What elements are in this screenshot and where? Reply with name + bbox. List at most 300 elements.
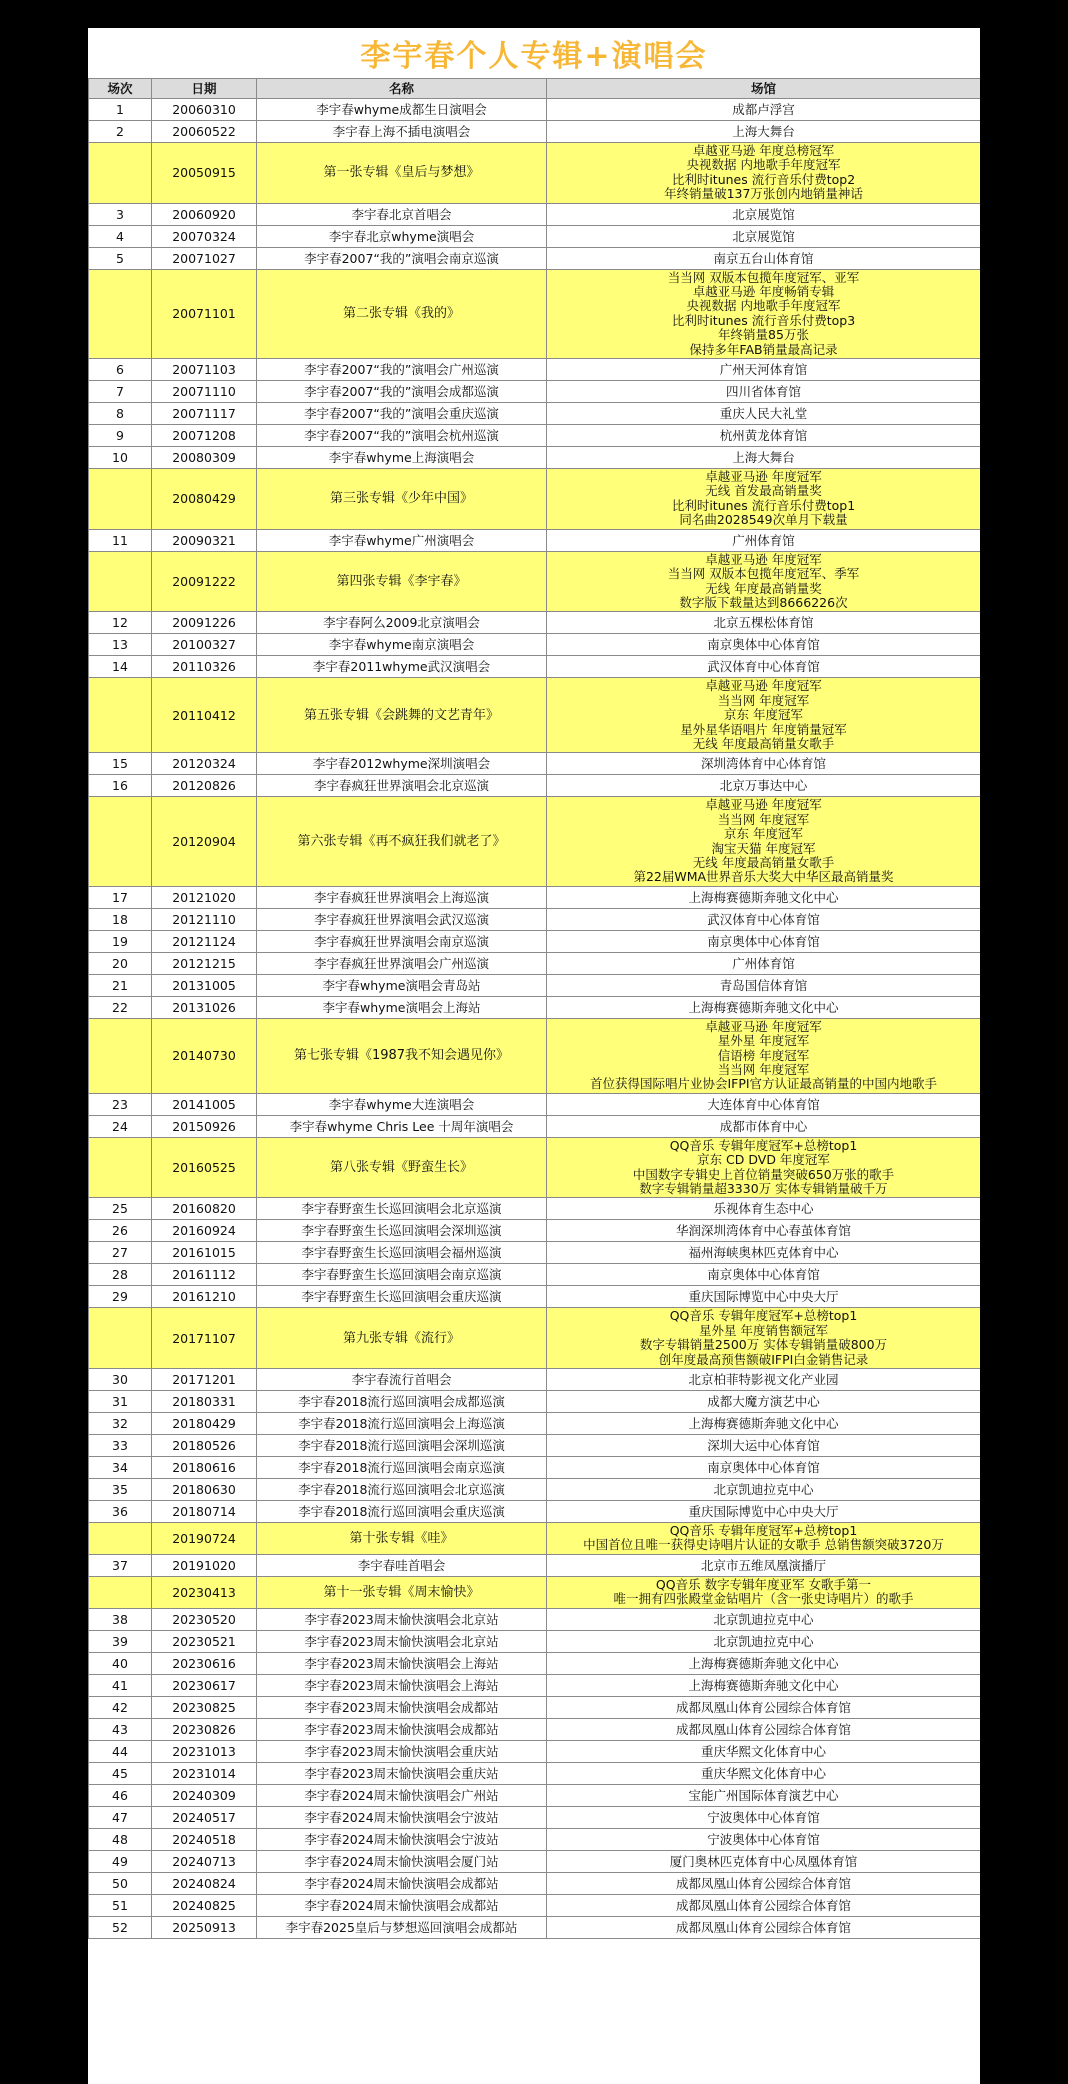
cell-name: 第三张专辑《少年中国》 <box>257 469 547 530</box>
cell-name: 李宇春whyme上海演唱会 <box>257 447 547 469</box>
cell-num: 3 <box>89 203 152 225</box>
cell-num <box>89 797 152 886</box>
achievement-line: 数字版下载量达到8666226次 <box>679 594 848 610</box>
table-row <box>89 1696 981 1718</box>
achievement-line: 中国数字专辑史上首位销量突破650万张的歌手 <box>632 1166 895 1182</box>
cell-name: 李宇春疯狂世界演唱会北京巡演 <box>257 775 547 797</box>
cell-venue: 宁波奥体中心体育馆 <box>547 1828 981 1850</box>
cell-venue: 南京奥体中心体育馆 <box>547 930 981 952</box>
cell-date: 20230521 <box>152 1630 257 1652</box>
cell-venue: 华润深圳湾体育中心春茧体育馆 <box>547 1220 981 1242</box>
cell-name: 李宇春阿么2009北京演唱会 <box>257 612 547 634</box>
cell-date: 20180429 <box>152 1413 257 1435</box>
achievement-line: 同名曲2028549次单月下载量 <box>679 512 848 528</box>
cell-venue: 重庆国际博览中心中央大厅 <box>547 1286 981 1308</box>
cell-num: 46 <box>89 1784 152 1806</box>
cell-num <box>89 1308 152 1369</box>
table-row <box>89 775 981 797</box>
cell-num: 11 <box>89 529 152 551</box>
achievement-line: 数字专辑销量超3330万 实体专辑销量破千万 <box>639 1181 888 1197</box>
cell-date: 20160820 <box>152 1198 257 1220</box>
cell-date: 20091222 <box>152 551 257 612</box>
cell-num <box>89 269 152 358</box>
achievement-line: 无线 年度最高销量奖 <box>705 580 822 596</box>
table-row <box>89 1806 981 1828</box>
cell-name: 李宇春2024周末愉快演唱会成都站 <box>257 1872 547 1894</box>
achievement-line: 无线 年度最高销量女歌手 <box>692 854 835 870</box>
achievement-line: QQ音乐 专辑年度冠军+总榜top1 <box>669 1523 858 1539</box>
cell-num: 49 <box>89 1850 152 1872</box>
cell-num: 25 <box>89 1198 152 1220</box>
cell-num: 35 <box>89 1479 152 1501</box>
cell-num: 2 <box>89 121 152 143</box>
cell-venue <box>547 1018 981 1093</box>
cell-venue: 南京奥体中心体育馆 <box>547 1264 981 1286</box>
cell-venue: 北京市五维凤凰演播厅 <box>547 1554 981 1576</box>
page-title: 李宇春个人专辑+演唱会 <box>360 39 708 74</box>
table-row <box>89 1198 981 1220</box>
cell-name: 第十一张专辑《周末愉快》 <box>257 1576 547 1608</box>
cell-venue: 北京柏菲特影视文化产业园 <box>547 1369 981 1391</box>
cell-venue: 成都大魔方演艺中心 <box>547 1391 981 1413</box>
cell-venue: 上海大舞台 <box>547 447 981 469</box>
cell-date: 20140730 <box>152 1018 257 1093</box>
cell-venue: 北京万事达中心 <box>547 775 981 797</box>
cell-date: 20090321 <box>152 529 257 551</box>
cell-date: 20120904 <box>152 797 257 886</box>
cell-name: 李宇春疯狂世界演唱会南京巡演 <box>257 930 547 952</box>
cell-date: 20071208 <box>152 425 257 447</box>
cell-date: 20080309 <box>152 447 257 469</box>
cell-num: 14 <box>89 656 152 678</box>
cell-venue: 重庆华熙文化体育中心 <box>547 1762 981 1784</box>
cell-venue: 成都凤凰山体育公园综合体育馆 <box>547 1696 981 1718</box>
cell-name: 李宇春野蛮生长巡回演唱会深圳巡演 <box>257 1220 547 1242</box>
album-row <box>89 1576 981 1608</box>
table-row <box>89 1718 981 1740</box>
cell-name: 第四张专辑《李宇春》 <box>257 551 547 612</box>
cell-num: 4 <box>89 225 152 247</box>
cell-name: 李宇春2018流行巡回演唱会成都巡演 <box>257 1391 547 1413</box>
achievement-line: 星外星 年度冠军 <box>717 1033 810 1049</box>
cell-num: 13 <box>89 634 152 656</box>
cell-venue: 成都卢浮宫 <box>547 99 981 121</box>
cell-date: 20180630 <box>152 1479 257 1501</box>
cell-venue: 杭州黄龙体育馆 <box>547 425 981 447</box>
achievement-line: QQ音乐 专辑年度冠军+总榜top1 <box>669 1308 858 1324</box>
cell-venue <box>547 1137 981 1198</box>
cell-venue: 北京凯迪拉克中心 <box>547 1479 981 1501</box>
cell-date: 20091226 <box>152 612 257 634</box>
achievement-line: 年终销量破137万张创内地销量神话 <box>664 186 863 202</box>
cell-num: 20 <box>89 952 152 974</box>
cell-name: 李宇春2023周末愉快演唱会北京站 <box>257 1608 547 1630</box>
cell-name: 李宇春2018流行巡回演唱会重庆巡演 <box>257 1501 547 1523</box>
achievement-line: 当当网 双版本包揽年度冠军、亚军 <box>667 269 860 285</box>
cell-num: 5 <box>89 247 152 269</box>
cell-date: 20160924 <box>152 1220 257 1242</box>
achievement-line: 比利时itunes 流行音乐付费top1 <box>671 497 856 513</box>
cell-date: 20121124 <box>152 930 257 952</box>
achievement-line: 无线 首发最高销量奖 <box>705 483 822 499</box>
cell-venue: 武汉体育中心体育馆 <box>547 908 981 930</box>
cell-name: 李宇春2007“我的”演唱会南京巡演 <box>257 247 547 269</box>
table-row <box>89 753 981 775</box>
album-row <box>89 269 981 358</box>
cell-date: 20230520 <box>152 1608 257 1630</box>
cell-date: 20071110 <box>152 381 257 403</box>
cell-num: 50 <box>89 1872 152 1894</box>
cell-name: 李宇春上海不插电演唱会 <box>257 121 547 143</box>
cell-venue: 上海梅赛德斯奔驰文化中心 <box>547 1674 981 1696</box>
cell-venue: 南京五台山体育馆 <box>547 247 981 269</box>
cell-num <box>89 1137 152 1198</box>
album-row <box>89 678 981 753</box>
cell-name: 李宇春2023周末愉快演唱会重庆站 <box>257 1740 547 1762</box>
cell-venue <box>547 269 981 358</box>
cell-num: 37 <box>89 1554 152 1576</box>
table-row <box>89 359 981 381</box>
cell-date: 20190724 <box>152 1523 257 1555</box>
cell-date: 20230616 <box>152 1652 257 1674</box>
header-num: 场次 <box>89 79 152 99</box>
table-row <box>89 1220 981 1242</box>
cell-num: 18 <box>89 908 152 930</box>
table-row <box>89 1435 981 1457</box>
header-date: 日期 <box>152 79 257 99</box>
table-row <box>89 1242 981 1264</box>
cell-venue: 深圳湾体育中心体育馆 <box>547 753 981 775</box>
cell-name: 李宇春2023周末愉快演唱会成都站 <box>257 1696 547 1718</box>
album-row <box>89 1018 981 1093</box>
cell-name: 李宇春北京whyme演唱会 <box>257 225 547 247</box>
cell-num <box>89 1523 152 1555</box>
cell-venue: 北京五棵松体育馆 <box>547 612 981 634</box>
cell-num: 39 <box>89 1630 152 1652</box>
table-row <box>89 886 981 908</box>
achievement-line: 无线 年度最高销量女歌手 <box>692 735 835 751</box>
cell-name: 第一张专辑《皇后与梦想》 <box>257 143 547 204</box>
cell-venue: 成都凤凰山体育公园综合体育馆 <box>547 1872 981 1894</box>
album-row <box>89 797 981 886</box>
cell-name: 李宇春whyme演唱会上海站 <box>257 996 547 1018</box>
achievement-line: 卓越亚马逊 年度冠军 <box>705 551 822 567</box>
cell-name: 李宇春2024周末愉快演唱会广州站 <box>257 1784 547 1806</box>
cell-num: 12 <box>89 612 152 634</box>
cell-name: 李宇春2012whyme深圳演唱会 <box>257 753 547 775</box>
cell-name: 李宇春野蛮生长巡回演唱会重庆巡演 <box>257 1286 547 1308</box>
achievement-line: 当当网 年度冠军 <box>717 692 810 708</box>
achievement-line: 数字专辑销量2500万 实体专辑销量破800万 <box>639 1337 888 1353</box>
cell-name: 李宇春疯狂世界演唱会武汉巡演 <box>257 908 547 930</box>
cell-name: 李宇春whyme南京演唱会 <box>257 634 547 656</box>
cell-num: 48 <box>89 1828 152 1850</box>
cell-venue: 北京凯迪拉克中心 <box>547 1630 981 1652</box>
album-row <box>89 1137 981 1198</box>
cell-name: 李宇春2011whyme武汉演唱会 <box>257 656 547 678</box>
cell-date: 20131026 <box>152 996 257 1018</box>
cell-venue <box>547 1576 981 1608</box>
cell-name: 李宇春whyme Chris Lee 十周年演唱会 <box>257 1115 547 1137</box>
table-row <box>89 1479 981 1501</box>
table-row <box>89 1608 981 1630</box>
achievement-line: 京东 年度冠军 <box>724 826 803 842</box>
cell-num: 47 <box>89 1806 152 1828</box>
cell-venue: 青岛国信体育馆 <box>547 974 981 996</box>
achievement-line: 年终销量85万张 <box>718 327 809 343</box>
cell-num <box>89 1018 152 1093</box>
cell-num: 15 <box>89 753 152 775</box>
achievement-line: 星外星华语唱片 年度销量冠军 <box>680 721 847 737</box>
concert-table <box>88 78 980 1939</box>
achievement-line: 比利时itunes 流行音乐付费top3 <box>671 312 856 328</box>
cell-name: 李宇春2023周末愉快演唱会上海站 <box>257 1674 547 1696</box>
achievement-line: 首位获得国际唱片业协会IFPI官方认证最高销量的中国内地歌手 <box>589 1076 938 1092</box>
cell-num: 21 <box>89 974 152 996</box>
cell-num: 41 <box>89 1674 152 1696</box>
cell-date: 20100327 <box>152 634 257 656</box>
cell-num: 7 <box>89 381 152 403</box>
cell-num: 40 <box>89 1652 152 1674</box>
cell-num: 52 <box>89 1916 152 1938</box>
table-row <box>89 447 981 469</box>
cell-date: 20071027 <box>152 247 257 269</box>
cell-date: 20120826 <box>152 775 257 797</box>
cell-date: 20060310 <box>152 99 257 121</box>
cell-date: 20161112 <box>152 1264 257 1286</box>
achievement-line: QQ音乐 专辑年度冠军+总榜top1 <box>669 1137 858 1153</box>
cell-date: 20070324 <box>152 225 257 247</box>
cell-venue: 成都凤凰山体育公园综合体育馆 <box>547 1894 981 1916</box>
cell-num: 26 <box>89 1220 152 1242</box>
cell-date: 20240713 <box>152 1850 257 1872</box>
cell-num: 42 <box>89 1696 152 1718</box>
table-row <box>89 1391 981 1413</box>
cell-num: 36 <box>89 1501 152 1523</box>
cell-venue: 深圳大运中心体育馆 <box>547 1435 981 1457</box>
album-row <box>89 143 981 204</box>
cell-venue: 成都凤凰山体育公园综合体育馆 <box>547 1916 981 1938</box>
table-row <box>89 996 981 1018</box>
table-row <box>89 1413 981 1435</box>
table-row <box>89 634 981 656</box>
cell-num: 1 <box>89 99 152 121</box>
cell-num: 31 <box>89 1391 152 1413</box>
album-row <box>89 1308 981 1369</box>
table-row <box>89 1894 981 1916</box>
cell-venue: 大连体育中心体育馆 <box>547 1093 981 1115</box>
table-row <box>89 529 981 551</box>
cell-venue: 武汉体育中心体育馆 <box>547 656 981 678</box>
cell-num: 44 <box>89 1740 152 1762</box>
cell-date: 20161015 <box>152 1242 257 1264</box>
achievement-line: 卓越亚马逊 年度冠军 <box>705 678 822 694</box>
cell-venue: 福州海峡奥林匹克体育中心 <box>547 1242 981 1264</box>
achievement-line: 卓越亚马逊 年度总榜冠军 <box>692 143 835 158</box>
cell-num: 17 <box>89 886 152 908</box>
header-row <box>89 79 981 99</box>
cell-date: 20110412 <box>152 678 257 753</box>
cell-venue: 广州体育馆 <box>547 952 981 974</box>
cell-date: 20240825 <box>152 1894 257 1916</box>
table-row <box>89 1872 981 1894</box>
cell-name: 李宇春2007“我的”演唱会成都巡演 <box>257 381 547 403</box>
cell-name: 第六张专辑《再不疯狂我们就老了》 <box>257 797 547 886</box>
achievement-line: 当当网 双版本包揽年度冠军、季军 <box>667 566 860 582</box>
achievement-line: 保持多年FAB销量最高记录 <box>689 341 838 357</box>
cell-date: 20180526 <box>152 1435 257 1457</box>
cell-date: 20121020 <box>152 886 257 908</box>
cell-venue: 北京展览馆 <box>547 203 981 225</box>
achievement-line: 央视数据 内地歌手年度冠军 <box>686 157 841 173</box>
cell-name: 第二张专辑《我的》 <box>257 269 547 358</box>
cell-date: 20240824 <box>152 1872 257 1894</box>
cell-venue: 宝能广州国际体育演艺中心 <box>547 1784 981 1806</box>
cell-date: 20071101 <box>152 269 257 358</box>
cell-num <box>89 469 152 530</box>
cell-venue: 四川省体育馆 <box>547 381 981 403</box>
table-row <box>89 1554 981 1576</box>
cell-name: 李宇春whyme成都生日演唱会 <box>257 99 547 121</box>
cell-venue <box>547 678 981 753</box>
cell-name: 李宇春2025皇后与梦想巡回演唱会成都站 <box>257 1916 547 1938</box>
cell-name: 李宇春哇首唱会 <box>257 1554 547 1576</box>
cell-name: 李宇春野蛮生长巡回演唱会南京巡演 <box>257 1264 547 1286</box>
table-row <box>89 930 981 952</box>
cell-date: 20180714 <box>152 1501 257 1523</box>
cell-venue: 厦门奥林匹克体育中心凤凰体育馆 <box>547 1850 981 1872</box>
cell-date: 20171107 <box>152 1308 257 1369</box>
table-row <box>89 1674 981 1696</box>
cell-name: 李宇春2018流行巡回演唱会深圳巡演 <box>257 1435 547 1457</box>
cell-name: 李宇春2024周末愉快演唱会厦门站 <box>257 1850 547 1872</box>
cell-name: 李宇春whyme演唱会青岛站 <box>257 974 547 996</box>
cell-num: 19 <box>89 930 152 952</box>
achievement-line: 京东 CD DVD 年度冠军 <box>697 1152 830 1168</box>
table-row <box>89 1093 981 1115</box>
table-row <box>89 425 981 447</box>
cell-venue: 北京凯迪拉克中心 <box>547 1608 981 1630</box>
cell-venue <box>547 469 981 530</box>
table-row <box>89 1457 981 1479</box>
cell-name: 李宇春whyme广州演唱会 <box>257 529 547 551</box>
cell-venue: 乐视体育生态中心 <box>547 1198 981 1220</box>
table-row <box>89 247 981 269</box>
achievement-line: 唯一拥有四张殿堂金钻唱片（含一张史诗唱片）的歌手 <box>613 1591 914 1607</box>
cell-name: 李宇春2023周末愉快演唱会北京站 <box>257 1630 547 1652</box>
cell-num: 29 <box>89 1286 152 1308</box>
cell-name: 第五张专辑《会跳舞的文艺青年》 <box>257 678 547 753</box>
cell-num: 51 <box>89 1894 152 1916</box>
achievement-line: 第22届WMA世界音乐大奖大中华区最高销量奖 <box>633 869 894 885</box>
spreadsheet <box>88 28 980 2084</box>
cell-num <box>89 1576 152 1608</box>
table-row <box>89 1828 981 1850</box>
cell-date: 20080429 <box>152 469 257 530</box>
cell-venue: 上海梅赛德斯奔驰文化中心 <box>547 996 981 1018</box>
cell-name: 李宇春2024周末愉快演唱会宁波站 <box>257 1806 547 1828</box>
table-row <box>89 203 981 225</box>
cell-date: 20240517 <box>152 1806 257 1828</box>
cell-name: 李宇春北京首唱会 <box>257 203 547 225</box>
cell-name: 李宇春2007“我的”演唱会杭州巡演 <box>257 425 547 447</box>
achievement-line: 中国首位且唯一获得史诗唱片认证的女歌手 总销售额突破3720万 <box>583 1537 944 1553</box>
cell-venue: 广州天河体育馆 <box>547 359 981 381</box>
cell-num <box>89 143 152 204</box>
table-row <box>89 1501 981 1523</box>
cell-num: 43 <box>89 1718 152 1740</box>
cell-name: 李宇春野蛮生长巡回演唱会北京巡演 <box>257 1198 547 1220</box>
cell-num: 24 <box>89 1115 152 1137</box>
cell-date: 20131005 <box>152 974 257 996</box>
table-row <box>89 1740 981 1762</box>
cell-venue: 南京奥体中心体育馆 <box>547 1457 981 1479</box>
cell-venue: 上海大舞台 <box>547 121 981 143</box>
cell-date: 20060920 <box>152 203 257 225</box>
cell-venue: 重庆人民大礼堂 <box>547 403 981 425</box>
cell-date: 20180331 <box>152 1391 257 1413</box>
cell-venue: 宁波奥体中心体育馆 <box>547 1806 981 1828</box>
cell-name: 李宇春流行首唱会 <box>257 1369 547 1391</box>
table-row <box>89 1369 981 1391</box>
cell-date: 20110326 <box>152 656 257 678</box>
table-row <box>89 974 981 996</box>
cell-date: 20150926 <box>152 1115 257 1137</box>
cell-venue <box>547 143 981 204</box>
cell-num: 9 <box>89 425 152 447</box>
cell-name: 李宇春whyme大连演唱会 <box>257 1093 547 1115</box>
cell-date: 20191020 <box>152 1554 257 1576</box>
cell-venue: 北京展览馆 <box>547 225 981 247</box>
table-row <box>89 612 981 634</box>
achievement-line: 创年度最高预售额破IFPI白金销售记录 <box>658 1351 869 1367</box>
cell-name: 李宇春2024周末愉快演唱会宁波站 <box>257 1828 547 1850</box>
table-row <box>89 1286 981 1308</box>
cell-num: 32 <box>89 1413 152 1435</box>
table-row <box>89 381 981 403</box>
cell-num: 23 <box>89 1093 152 1115</box>
cell-num: 30 <box>89 1369 152 1391</box>
table-row <box>89 952 981 974</box>
cell-num: 16 <box>89 775 152 797</box>
cell-date: 20121215 <box>152 952 257 974</box>
cell-num: 28 <box>89 1264 152 1286</box>
table-row <box>89 1784 981 1806</box>
cell-name: 第八张专辑《野蛮生长》 <box>257 1137 547 1198</box>
cell-num: 34 <box>89 1457 152 1479</box>
cell-name: 第七张专辑《1987我不知会遇见你》 <box>257 1018 547 1093</box>
cell-date: 20120324 <box>152 753 257 775</box>
cell-date: 20230413 <box>152 1576 257 1608</box>
cell-venue <box>547 797 981 886</box>
cell-date: 20060522 <box>152 121 257 143</box>
cell-date: 20230617 <box>152 1674 257 1696</box>
cell-venue: 南京奥体中心体育馆 <box>547 634 981 656</box>
achievement-line: 京东 年度冠军 <box>724 707 803 723</box>
cell-name: 李宇春2024周末愉快演唱会成都站 <box>257 1894 547 1916</box>
cell-name: 第九张专辑《流行》 <box>257 1308 547 1369</box>
achievement-line: 当当网 年度冠军 <box>717 811 810 827</box>
cell-date: 20050915 <box>152 143 257 204</box>
cell-num: 38 <box>89 1608 152 1630</box>
achievement-line: 卓越亚马逊 年度畅销专辑 <box>692 284 835 300</box>
table-row <box>89 99 981 121</box>
cell-venue: 上海梅赛德斯奔驰文化中心 <box>547 1652 981 1674</box>
cell-date: 20071103 <box>152 359 257 381</box>
album-row <box>89 1523 981 1555</box>
cell-name: 李宇春2018流行巡回演唱会上海巡演 <box>257 1413 547 1435</box>
table-row <box>89 1652 981 1674</box>
